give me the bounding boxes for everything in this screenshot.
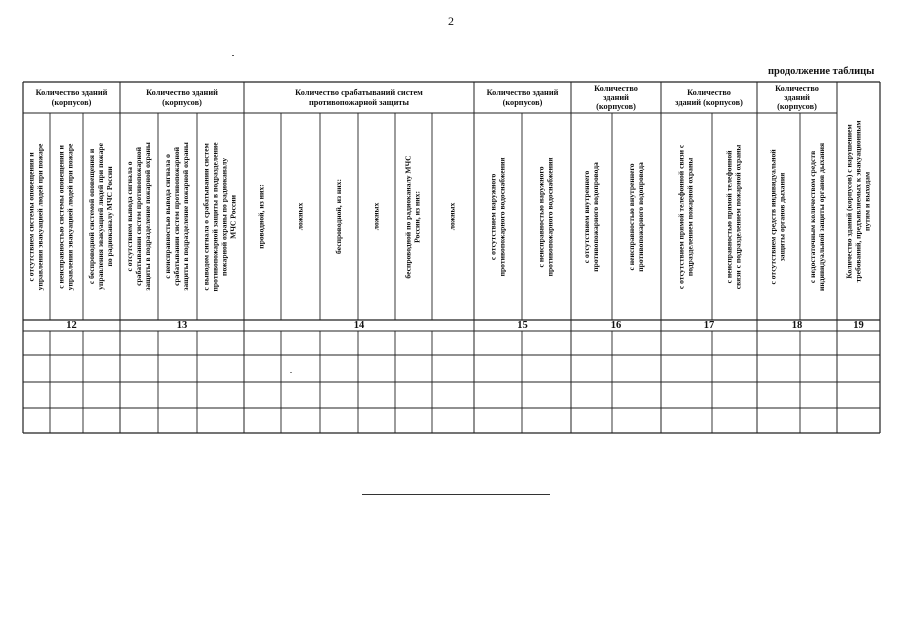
subheader-label: ложных — [447, 202, 457, 231]
group-header-label: Количество зданий (корпусов) — [775, 83, 819, 112]
subheader-label: с отсутствием внутреннего противопожарного водопровода — [581, 161, 600, 272]
subheader — [197, 113, 244, 320]
group-header-label: Количество зданий (корпусов) — [594, 83, 638, 112]
subheader — [50, 113, 83, 320]
subheader-label: с беспроводной системой оповещения и управления эвакуацией людей при пожаре по радиоканалу МЧС России — [87, 143, 114, 290]
subheader-label: с неисправностью наружного противопожарного водоснабжения — [536, 157, 555, 276]
column-number: 14 — [353, 319, 365, 331]
subheader-label: с отсутствием наружного противопожарного водоснабжения — [488, 157, 506, 276]
column-19-header — [837, 82, 880, 320]
subheader-label: с выводом сигнала о срабатывании систем противопожарной защиты в подразделение пожарной охраны по радиоканалу МЧС России — [201, 141, 238, 292]
subheader — [432, 113, 474, 320]
group-header — [244, 82, 474, 113]
signature-line — [362, 494, 550, 495]
subheader-label: с недостаточным количеством средств индивидуальной защиты органов дыхания — [808, 142, 827, 291]
subheader-label: с неисправностью прямой телефонной связи с подразделением пожарной охраны — [724, 144, 743, 289]
subheader-label: с отсутствием вывода сигнала о срабатывании систем противопожарной защиты в подразделение пожарной охраны — [124, 142, 152, 291]
group-header — [757, 82, 837, 113]
subheader — [757, 113, 800, 320]
subheader — [522, 113, 571, 320]
group-header-label: Количество срабатываний систем противопожарной защиты — [295, 88, 423, 107]
table-row — [23, 355, 880, 382]
subheader — [281, 113, 320, 320]
column-19-label: Количество зданий (корпусов) с нарушением требований, предъявляемых к эвакуационным путям и выходам — [844, 120, 871, 282]
subheader-label: проводной, из них: — [257, 184, 267, 249]
column-number: 15 — [517, 319, 528, 331]
subheader — [244, 113, 281, 320]
subheader-label: с отсутствием системы оповещения и управления эвакуацией людей при пожаре — [26, 143, 45, 290]
subheader-label: с неисправностью системы оповещения и управления эвакуацией людей при пожаре — [56, 143, 75, 290]
subheader-label: с отсутствием прямой телефонной связи с подразделением пожарной охраны — [676, 144, 695, 289]
subheader — [358, 113, 395, 320]
subheader — [395, 113, 432, 320]
subheader — [661, 113, 712, 320]
subheader — [612, 113, 661, 320]
subheader — [83, 113, 120, 320]
group-header — [23, 82, 120, 113]
subheader — [320, 113, 358, 320]
subheader-label: беспроводной, из них: — [333, 179, 343, 254]
table-row — [23, 331, 880, 355]
subheader-label: беспроводной по радиоканалу МЧС России, из них: — [403, 154, 422, 279]
column-number: 17 — [703, 319, 715, 331]
page-number: 2 — [448, 14, 454, 28]
group-header-label: Количество зданий (корпусов) — [146, 88, 218, 107]
subheader-label: ложных — [295, 202, 305, 231]
group-header — [474, 82, 571, 113]
subheader — [712, 113, 757, 320]
subheader — [474, 113, 522, 320]
subheader-label: ложных — [371, 202, 381, 231]
column-number: 13 — [176, 319, 188, 331]
table-row — [23, 408, 880, 433]
group-header — [120, 82, 244, 113]
subheader — [571, 113, 612, 320]
subheader — [23, 113, 50, 320]
subheader-label: с отсутствием средств индивидуальной защиты органов дыхания — [768, 148, 787, 285]
table-row — [23, 382, 880, 408]
column-number: 19 — [853, 319, 864, 331]
group-header — [661, 82, 757, 113]
subheader-label: с неисправностью внутреннего противопожарного водопровода — [626, 161, 645, 272]
group-header-label: Количество зданий (корпусов) — [486, 88, 559, 107]
group-header-label: Количество зданий (корпусов) — [35, 88, 108, 107]
subheader — [120, 113, 158, 320]
group-header — [571, 82, 661, 113]
subheader — [158, 113, 197, 320]
table-continuation-note: продолжение таблицы — [768, 66, 875, 77]
column-number: 16 — [610, 319, 622, 331]
group-header-label: Количество зданий (корпусов) — [675, 88, 743, 107]
column-number: 18 — [791, 319, 803, 331]
subheader — [800, 113, 837, 320]
column-number: 12 — [66, 319, 77, 331]
subheader-label: с неисправностью вывода сигнала о срабатывании систем противопожарной защиты в подразделение пожарной охраны — [163, 142, 190, 291]
